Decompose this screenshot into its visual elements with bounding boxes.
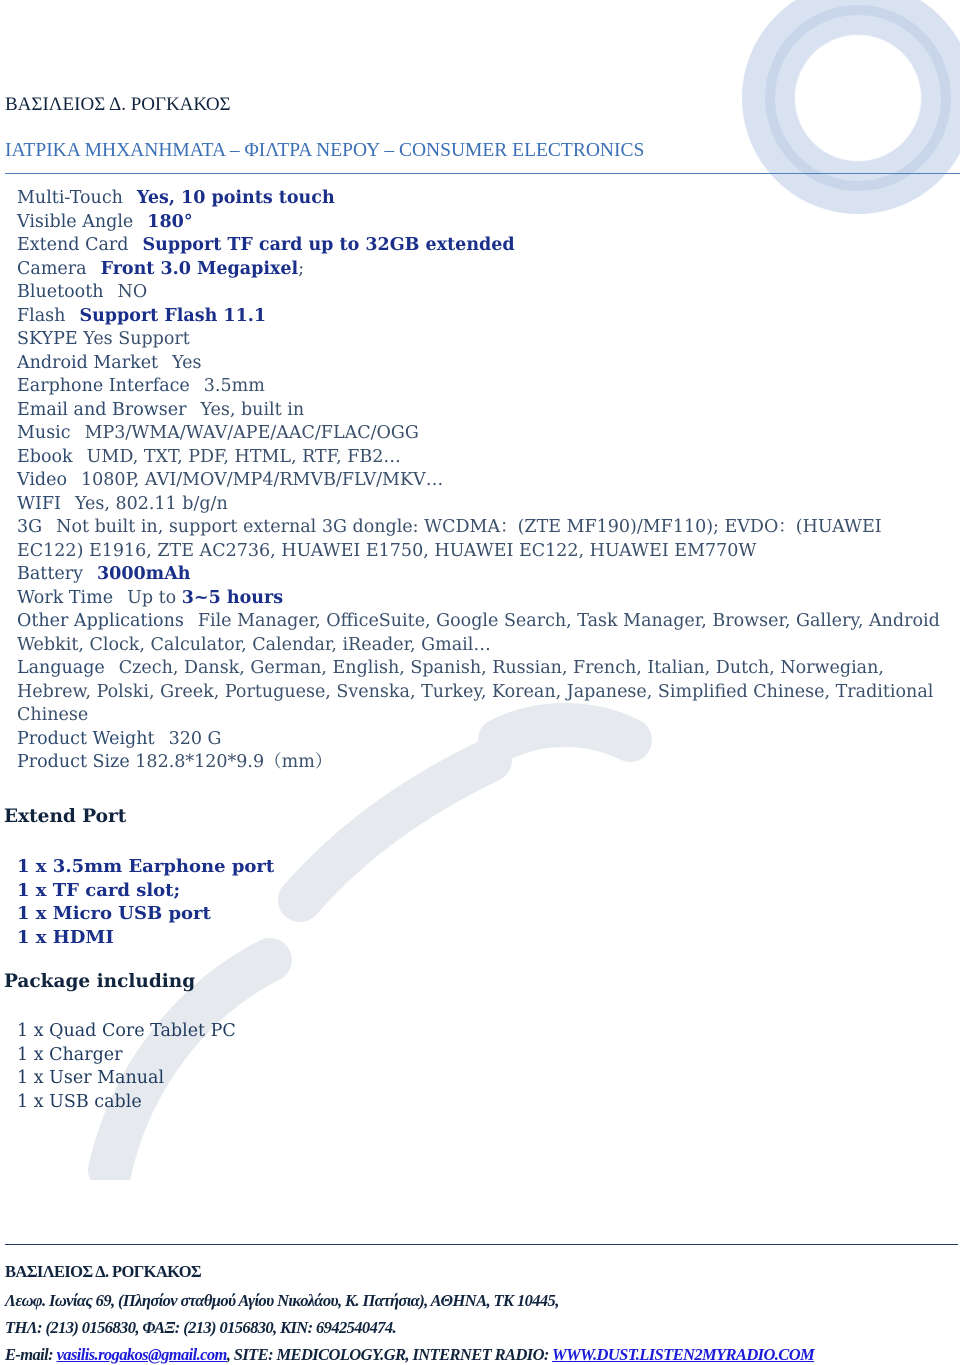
- spec-key: Ebook: [17, 446, 73, 467]
- spec-key: Product Size: [17, 752, 130, 772]
- email-label: E-mail:: [5, 1345, 57, 1364]
- spec-row: [17, 328, 947, 352]
- spec-value: Czech, Dansk, German, English, Spanish, Russian, French, Italian, Dutch, Norwegian, Hebrew, Polski, Greek, Portuguese, Svenska, Turkey, Korean, Japanese, Simplified Chinese, Traditional Chinese: [17, 658, 934, 725]
- spec-value: MP3/WMA/WAV/APE/AAC/FLAC/OGG: [84, 423, 419, 443]
- spec-value: 180°: [147, 211, 193, 232]
- spec-list: [17, 187, 947, 775]
- spec-row: [17, 399, 947, 423]
- spec-row: [17, 281, 947, 305]
- spec-row: [17, 587, 947, 611]
- spec-row: [17, 728, 947, 752]
- spec-row: [17, 516, 947, 563]
- radio-link[interactable]: WWW.DUST.LISTEN2MYRADIO.COM: [552, 1345, 815, 1364]
- spec-key: Video: [17, 470, 68, 490]
- spec-suffix: ;: [298, 258, 305, 279]
- footer-contact: [5, 1345, 814, 1365]
- list-item: 1 x User Manual: [17, 1068, 165, 1088]
- footer-address: Λεωφ. Ιωνίας 69, (Πλησίον σταθμού Αγίου Νικολάου, Κ. Πατήσια), ΑΘΗΝΑ, ΤΚ 10445,: [5, 1291, 559, 1310]
- spec-key: Product Weight: [17, 728, 155, 749]
- spec-value: 3~5 hours: [181, 587, 284, 608]
- spec-value: Not built in, support external 3G dongle: WCDMA：(ZTE MF190)/MF110); EVDO：(HUAWEI EC122) E1916, ZTE AC2736, HUAWEI E1750, HUAWEI EC122, HUAWEI EM770W: [17, 517, 882, 561]
- list-item: 1 x Charger: [17, 1044, 123, 1065]
- spec-row: [17, 187, 947, 211]
- corner-logo-ring: [765, 5, 951, 191]
- spec-row: [17, 211, 947, 235]
- spec-value: File Manager, OfficeSuite, Google Search, Task Manager, Browser, Gallery, Android Webkit, Clock, Calculator, Calendar, iReader, Gmail…: [17, 611, 940, 655]
- spec-value: Yes, 10 points touch: [136, 188, 335, 208]
- spec-key: Music: [17, 423, 71, 443]
- spec-key: SKYPE: [17, 329, 78, 349]
- spec-value: Yes, built in: [200, 399, 305, 420]
- spec-key: 3G: [17, 517, 43, 537]
- extend-port-list: [17, 855, 274, 949]
- spec-value: UMD, TXT, PDF, HTML, RTF, FB2…: [86, 446, 401, 467]
- extend-port-title: Extend Port: [4, 806, 127, 827]
- footer-name: [5, 1262, 201, 1282]
- spec-key: Battery: [17, 564, 83, 584]
- spec-row: [17, 375, 947, 399]
- spec-key: Bluetooth: [17, 282, 104, 302]
- spec-key: Work Time: [17, 587, 114, 608]
- spec-value: Support Flash 11.1: [79, 305, 267, 326]
- spec-key: Flash: [17, 305, 66, 326]
- spec-value: Support TF card up to 32GB extended: [142, 235, 515, 255]
- spec-row: [17, 234, 947, 258]
- header-name: ΒΑΣΙΛΕΙΟΣ Δ. ΡΟΓΚΑΚΟΣ: [5, 94, 231, 115]
- spec-key: WIFI: [17, 493, 61, 514]
- list-item: 1 x HDMI: [17, 926, 114, 948]
- spec-row: [17, 610, 947, 657]
- spec-row: [17, 446, 947, 470]
- spec-value: Yes Support: [83, 329, 190, 349]
- list-item: 1 x Micro USB port: [17, 903, 211, 924]
- list-item: 1 x 3.5mm Earphone port: [17, 856, 275, 877]
- spec-key: Android Market: [17, 352, 159, 373]
- header-divider: [5, 173, 960, 174]
- spec-key: Camera: [17, 258, 87, 279]
- spec-key: Multi-Touch: [17, 188, 123, 208]
- spec-key: Extend Card: [17, 235, 129, 255]
- header-categories: ΙΑΤΡΙΚΑ ΜΗΧΑΝΗΜΑΤΑ – ΦΙΛΤΡΑ ΝΕΡΟΥ – CONSUMER ELECTRONICS: [5, 140, 645, 161]
- spec-key: Other Applications: [17, 611, 184, 631]
- spec-row: [17, 352, 947, 376]
- spec-row: [17, 493, 947, 517]
- spec-row: [17, 751, 947, 775]
- package-title: Package including: [4, 971, 196, 992]
- footer-phones: ΤΗΛ: (213) 0156830, ΦΑΞ: (213) 0156830, ΚΙΝ: 6942540474.: [5, 1318, 397, 1337]
- spec-value: 1080P, AVI/MOV/MP4/RMVB/FLV/MKV…: [81, 470, 444, 490]
- site-text: , SITE: MEDICOLOGY.GR, INTERNET RADIO:: [226, 1345, 553, 1364]
- spec-row: [17, 563, 947, 587]
- spec-value: Front 3.0 Megapixel: [100, 258, 299, 279]
- spec-value: 182.8*120*9.9（mm）: [135, 752, 333, 772]
- footer-name-text: ΒΑΣΙΛΕΙΟΣ Δ. ΡΟΓΚΑΚΟΣ: [5, 1262, 202, 1281]
- list-item: 1 x TF card slot;: [17, 879, 181, 901]
- package-list: [17, 1020, 236, 1114]
- spec-value-prefix: Up to: [127, 587, 182, 608]
- spec-key: Email and Browser: [17, 399, 187, 420]
- list-item: 1 x Quad Core Tablet PC: [17, 1021, 236, 1041]
- list-item: 1 x USB cable: [17, 1091, 142, 1112]
- spec-row: [17, 422, 947, 446]
- footer-divider: [5, 1244, 958, 1245]
- spec-value: 320 G: [168, 728, 222, 749]
- spec-key: Visible Angle: [17, 211, 134, 232]
- spec-row: [17, 258, 947, 282]
- spec-value: NO: [117, 282, 148, 302]
- spec-key: Language: [17, 658, 105, 678]
- spec-row: [17, 305, 947, 329]
- spec-value: 3000mAh: [96, 564, 191, 584]
- email-link[interactable]: vasilis.rogakos@gmail.com: [56, 1345, 227, 1364]
- spec-value: Yes, 802.11 b/g/n: [74, 493, 228, 514]
- spec-value: Yes: [172, 352, 202, 373]
- spec-value: 3.5mm: [203, 376, 265, 396]
- spec-row: [17, 657, 947, 728]
- spec-row: [17, 469, 947, 493]
- spec-key: Earphone Interface: [17, 376, 190, 396]
